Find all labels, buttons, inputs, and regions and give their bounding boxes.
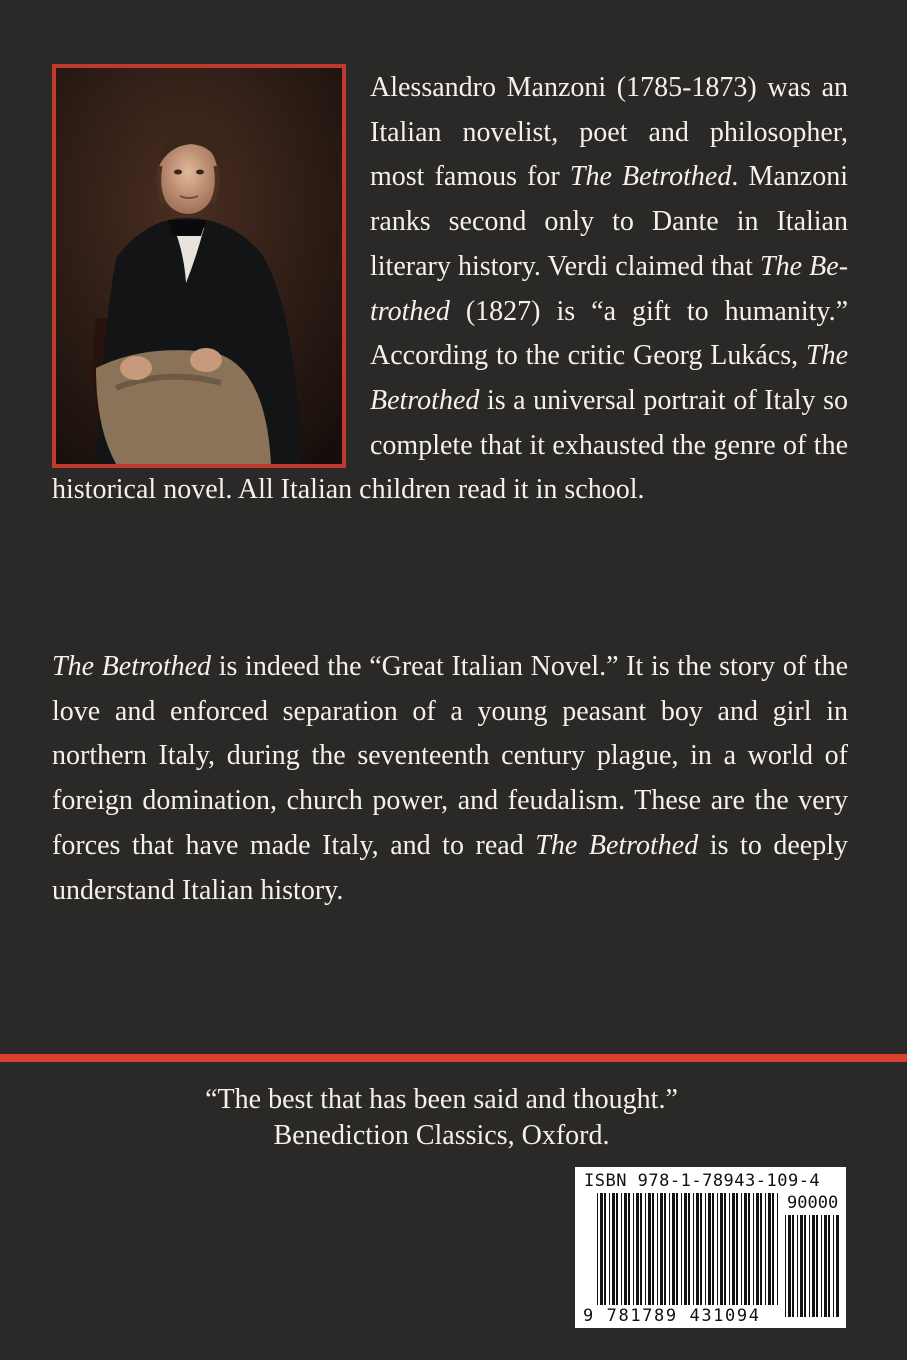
barcode-bar [824,1215,827,1317]
barcode-bars [575,1167,846,1328]
barcode-bar [765,1193,766,1305]
barcode-bar [732,1193,735,1305]
portrait-wrap-space [52,66,370,468]
barcode-bar [621,1193,622,1305]
barcode-bar [785,1215,786,1317]
barcode-bar [792,1215,794,1317]
isbn-label: ISBN 978-1-78943-109-4 [584,1171,821,1191]
barcode-bar [753,1193,754,1305]
barcode-bar [609,1193,610,1305]
barcode-bar [828,1215,830,1317]
barcode-bar [672,1193,675,1305]
barcode-bar [669,1193,670,1305]
isbn-barcode [575,1167,846,1328]
barcode-bar [616,1193,618,1305]
barcode-bar [600,1193,603,1305]
bio-book-title-3: The Betrothed [370,340,848,416]
summary-text-2: is to deeply understand Italian history. [52,829,849,906]
barcode-bar [640,1193,642,1305]
barcode-bar [724,1193,726,1305]
barcode-bar [708,1193,711,1305]
barcode-bar [681,1193,682,1305]
barcode-bar [684,1193,687,1305]
barcode-bar [688,1193,690,1305]
barcode-bar [712,1193,714,1305]
bio-author-name: Alessandro [370,72,496,103]
barcode-bar [821,1215,822,1317]
barcode-bar [741,1193,742,1305]
bio-book-title-1: The Betrothed [569,161,732,193]
barcode-bar [729,1193,730,1305]
barcode-bar [816,1215,818,1317]
summary-book-title-1: The Betrothed [52,651,212,682]
bio-text-4: is a universal portrait of Italy so complete that it exhausted the genre of the historical novel. All Italian children read it in school. [52,384,848,506]
barcode-bar [676,1193,678,1305]
barcode-bar [800,1215,803,1317]
barcode-bar [636,1193,639,1305]
price-code: 90000 [787,1193,839,1213]
barcode-bar [760,1193,762,1305]
publisher-attribution: Benediction Classics, Oxford. [273,1120,610,1151]
barcode-bar [628,1193,630,1305]
author-bio-paragraph [52,66,848,513]
barcode-bar [700,1193,702,1305]
barcode-bar [624,1193,627,1305]
barcode-bar [693,1193,694,1305]
barcode-bar [836,1215,839,1317]
barcode-bar [788,1215,791,1317]
barcode-bar [660,1193,663,1305]
bio-text-2: . Manzoni ranks second only to Dante in Italian literary history. Verdi claimed that [370,161,849,282]
barcode-bar [736,1193,738,1305]
barcode-bar [772,1193,774,1305]
red-divider [0,1054,907,1062]
bio-text-3: (1827) is “a gift to humanity.” According to the critic Georg Lukács, [370,295,848,372]
barcode-bar [696,1193,699,1305]
book-summary-paragraph [52,645,848,913]
barcode-bar [797,1215,798,1317]
barcode-bar [657,1193,658,1305]
barcode-bar [812,1215,815,1317]
barcode-bar [652,1193,654,1305]
barcode-bar [777,1193,778,1305]
barcode-bar [756,1193,759,1305]
barcode-bar [664,1193,666,1305]
bio-text-1: Manzoni (1785-1873) was an Italian novelist, poet and philosopher, most famous for [370,72,848,193]
barcode-bar [705,1193,706,1305]
barcode-bar [645,1193,646,1305]
barcode-bar [809,1215,810,1317]
summary-book-title-2: The Betrothed [535,829,699,861]
barcode-bar [717,1193,718,1305]
barcode-bar [597,1193,598,1305]
barcode-bar [804,1215,806,1317]
barcode-bar [744,1193,747,1305]
bio-book-title-2: The Betrothed [370,250,849,327]
barcode-bar [720,1193,723,1305]
publisher-quote: “The best that has been said and thought.” [205,1084,678,1115]
barcode-bar [604,1193,606,1305]
barcode-bar [648,1193,651,1305]
summary-text-1: is indeed the “Great Italian Novel.” It is the story of the love and enforced separation of a young peasant boy and girl in northern Italy, during the seventeenth century plague, in a world of foreign domination, church power, and feudalism. These are the very forces that have made Italy, and to read [52,651,849,861]
barcode-bar [748,1193,750,1305]
barcode-bar [633,1193,634,1305]
ean-digits: 9 781789 431094 [583,1306,761,1326]
barcode-bar [833,1215,834,1317]
barcode-bar [768,1193,771,1305]
barcode-bar [612,1193,615,1305]
